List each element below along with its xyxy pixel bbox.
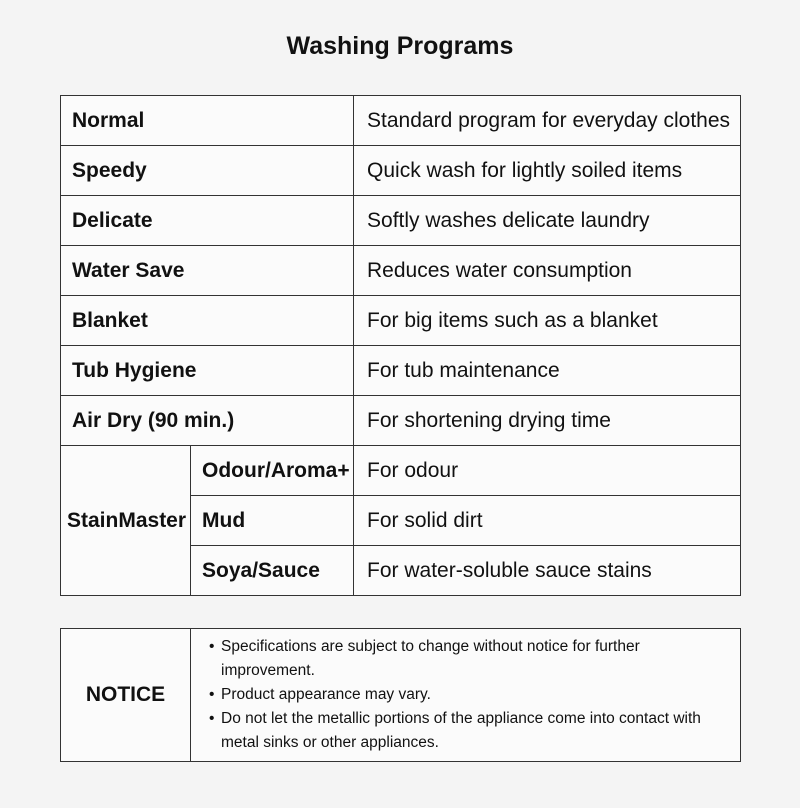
notice-row — [61, 629, 741, 762]
notice-list — [209, 635, 730, 755]
notice-item-text: Product appearance may vary. — [221, 686, 431, 703]
table-row — [61, 196, 741, 246]
table-row — [61, 246, 741, 296]
table-row — [61, 296, 741, 346]
bullet-icon: • — [209, 686, 215, 703]
program-description: Quick wash for lightly soiled items — [354, 146, 741, 196]
table-row — [61, 396, 741, 446]
stainmaster-option-name: Mud — [191, 496, 354, 546]
stainmaster-option-name: Soya/Sauce — [191, 546, 354, 596]
program-name: Speedy — [61, 146, 354, 196]
stainmaster-label: StainMaster — [61, 446, 191, 596]
program-description: Reduces water consumption — [354, 246, 741, 296]
program-description: Standard program for everyday clothes — [354, 96, 741, 146]
notice-body — [191, 629, 741, 762]
programs-table — [60, 95, 741, 596]
stainmaster-option-description: For solid dirt — [354, 496, 741, 546]
list-item — [209, 683, 730, 707]
program-name: Water Save — [61, 246, 354, 296]
bullet-icon: • — [209, 710, 215, 727]
stainmaster-option-description: For odour — [354, 446, 741, 496]
program-name: Blanket — [61, 296, 354, 346]
list-item — [209, 635, 730, 683]
program-name: Air Dry (90 min.) — [61, 396, 354, 446]
list-item — [209, 707, 730, 755]
program-name: Delicate — [61, 196, 354, 246]
bullet-icon: • — [209, 638, 215, 655]
table-row — [61, 446, 741, 496]
program-name: Tub Hygiene — [61, 346, 354, 396]
notice-box — [60, 628, 741, 762]
notice-item-text: Do not let the metallic portions of the appliance come into contact with metal sinks or other appliances. — [221, 710, 701, 751]
stainmaster-option-description: For water-soluble sauce stains — [354, 546, 741, 596]
program-description: Softly washes delicate laundry — [354, 196, 741, 246]
program-description: For tub maintenance — [354, 346, 741, 396]
program-description: For big items such as a blanket — [354, 296, 741, 346]
program-name: Normal — [61, 96, 354, 146]
table-row — [61, 346, 741, 396]
table-row — [61, 146, 741, 196]
stainmaster-option-name: Odour/Aroma+ — [191, 446, 354, 496]
page-title: Washing Programs — [286, 32, 514, 60]
notice-item-text: Specifications are subject to change without notice for further improvement. — [221, 638, 640, 679]
table-row — [61, 96, 741, 146]
notice-label: NOTICE — [61, 629, 191, 762]
program-description: For shortening drying time — [354, 396, 741, 446]
